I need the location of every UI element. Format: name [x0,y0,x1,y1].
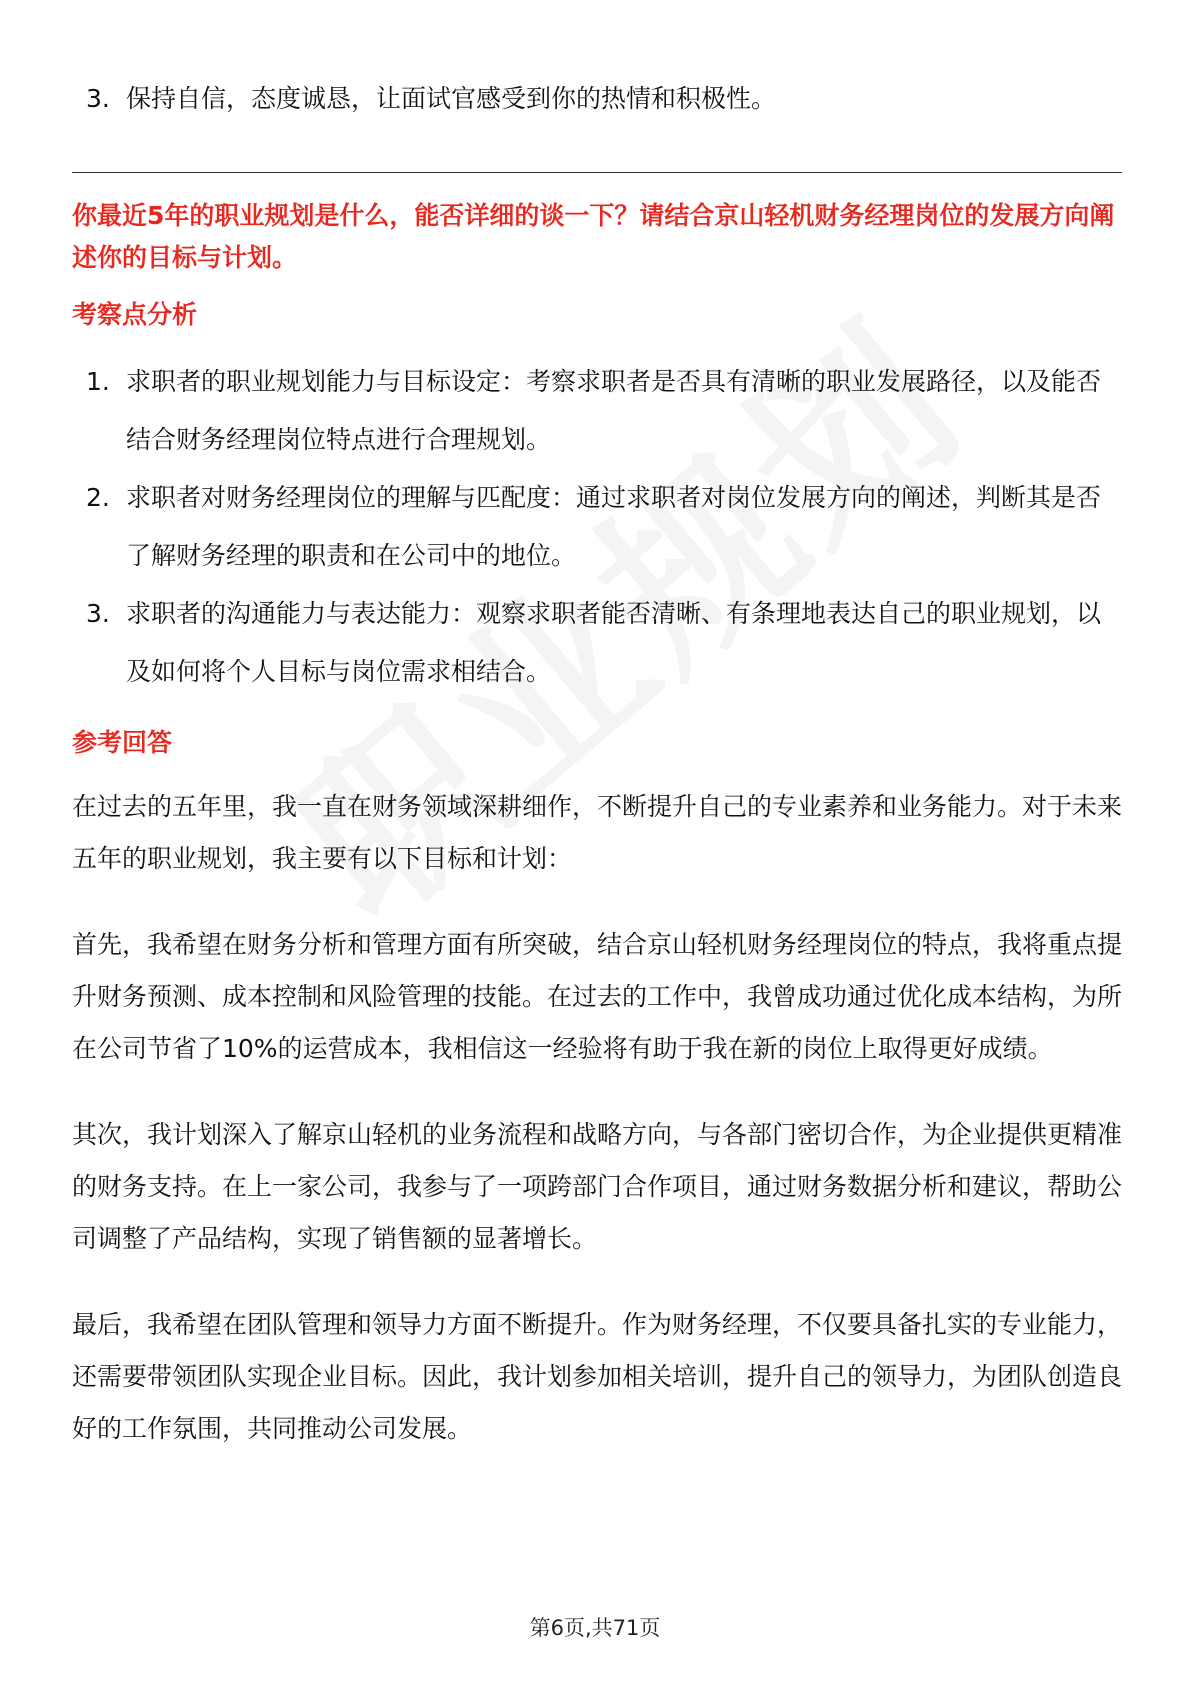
answer-paragraph-3: 其次，我计划深入了解京山轻机的业务流程和战略方向，与各部门密切合作，为企业提供更精准的财务支持。在上一家公司，我参与了一项跨部门合作项目，通过财务数据分析和建议，帮助公司调整了产品结构，实现了销售额的显著增长。 [72,1120,1123,1253]
answer-paragraph-2: 首先，我希望在财务分析和管理方面有所突破，结合京山轻机财务经理岗位的特点，我将重点提升财务预测、成本控制和风险管理的技能。在过去的工作中，我曾成功通过优化成本结构，为所在公司节省了10%的运营成本，我相信这一经验将有助于我在新的岗位上取得更好成绩。 [72,930,1123,1063]
section-divider [72,172,1122,173]
list-item [72,469,1122,585]
answer-heading: 参考回答 [72,728,173,757]
list-number: 2. [86,483,110,512]
analysis-heading: 考察点分析 [72,300,198,329]
list-number: 1. [86,367,110,396]
page-content [72,70,1122,1489]
list-item-previous-3 [72,70,1122,128]
question-heading: 你最近5年的职业规划是什么，能否详细的谈一下？请结合京山轻机财务经理岗位的发展方向阐述你的目标与计划。 [72,201,1115,272]
list-item-text: 保持自信，态度诚恳，让面试官感受到你的热情和积极性。 [126,84,777,113]
list-item-text: 求职者的沟通能力与表达能力：观察求职者能否清晰、有条理地表达自己的职业规划，以及如何将个人目标与岗位需求相结合。 [126,599,1102,686]
list-item-text: 求职者对财务经理岗位的理解与匹配度：通过求职者对岗位发展方向的阐述，判断其是否了解财务经理的职责和在公司中的地位。 [126,483,1102,570]
list-item [72,585,1122,701]
list-number: 3. [86,599,110,628]
answer-paragraph-4: 最后，我希望在团队管理和领导力方面不断提升。作为财务经理，不仅要具备扎实的专业能力，还需要带领团队实现企业目标。因此，我计划参加相关培训，提升自己的领导力，为团队创造良好的工作氛围，共同推动公司发展。 [72,1310,1123,1443]
list-item [72,353,1122,469]
analysis-list [72,353,1122,701]
page-number-footer: 第6页,共71页 [529,1616,661,1640]
answer-paragraph-1: 在过去的五年里，我一直在财务领域深耕细作，不断提升自己的专业素养和业务能力。对于未来五年的职业规划，我主要有以下目标和计划： [72,792,1123,873]
list-number: 3. [86,84,110,113]
list-item-text: 求职者的职业规划能力与目标设定：考察求职者是否具有清晰的职业发展路径，以及能否结合财务经理岗位特点进行合理规划。 [126,367,1102,454]
